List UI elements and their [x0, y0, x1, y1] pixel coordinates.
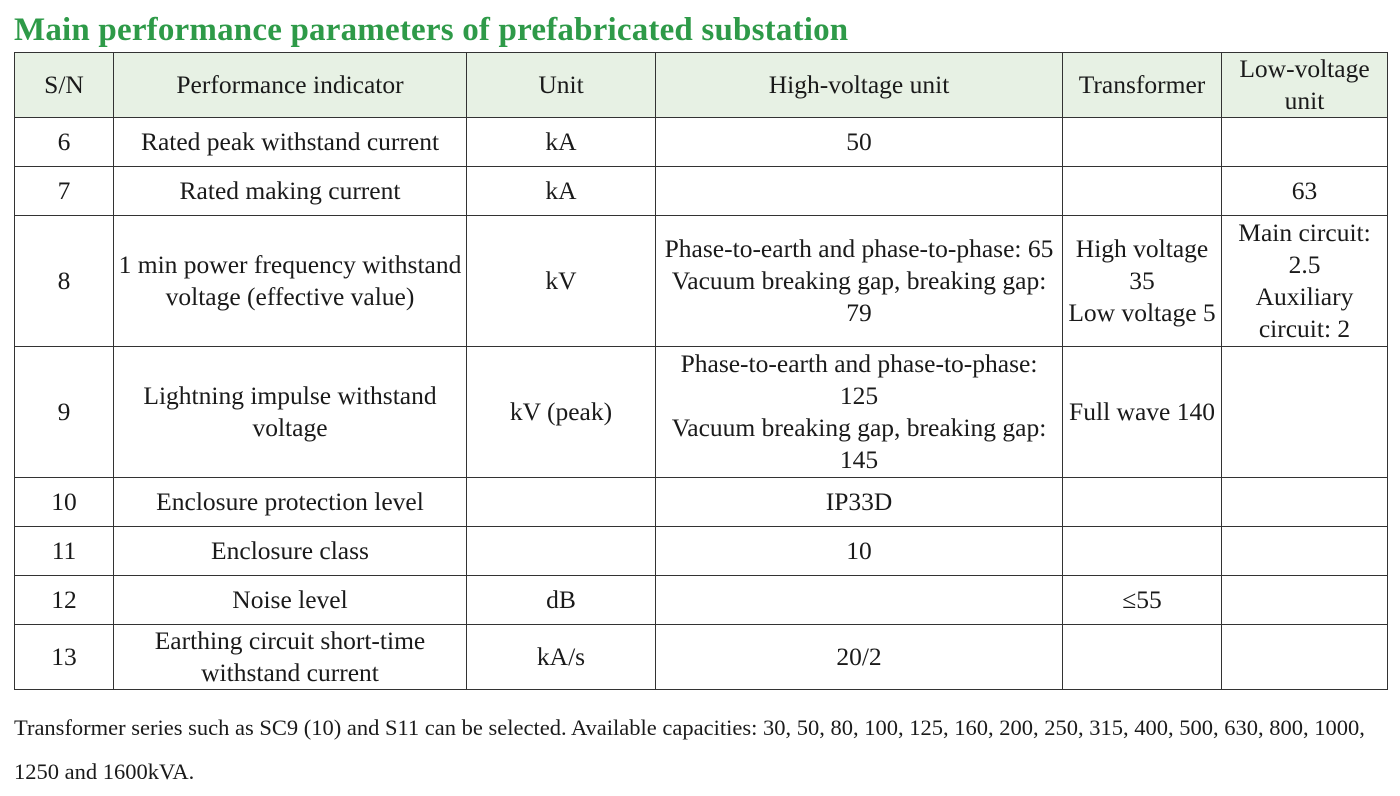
cell-hv-line: Vacuum breaking gap, breaking gap: 79 [671, 266, 1047, 327]
cell-unit: kA [467, 167, 656, 216]
cell-lv-line: Main circuit: 2.5 [1238, 218, 1371, 279]
cell-transformer [1063, 167, 1222, 216]
cell-indicator: Rated peak withstand current [114, 118, 467, 167]
cell-indicator: Noise level [114, 576, 467, 625]
cell-indicator: Lightning impulse withstand voltage [114, 347, 467, 478]
cell-indicator: Rated making current [114, 167, 467, 216]
table-row [15, 167, 1388, 216]
cell-lv [1222, 527, 1388, 576]
cell-unit: kA/s [467, 625, 656, 690]
table-header-row [15, 53, 1388, 118]
cell-sn: 8 [15, 216, 114, 347]
cell-sn: 6 [15, 118, 114, 167]
cell-sn: 9 [15, 347, 114, 478]
cell-unit: kA [467, 118, 656, 167]
cell-hv-line: Vacuum breaking gap, breaking gap: 145 [671, 413, 1047, 474]
cell-hv [656, 216, 1063, 347]
cell-hv-line: Phase-to-earth and phase-to-phase: 65 [664, 234, 1054, 263]
cell-transformer-line: High voltage 35 [1075, 234, 1209, 295]
cell-hv: 20/2 [656, 625, 1063, 690]
header-unit: Unit [467, 53, 656, 118]
header-lv: Low-voltage unit [1222, 53, 1388, 118]
cell-unit [467, 527, 656, 576]
cell-unit: kV [467, 216, 656, 347]
cell-unit: kV (peak) [467, 347, 656, 478]
table-footnote: Transformer series such as SC9 (10) and S11 can be selected. Available capacities: 30, 50, 80, 100, 125, 160, 200, 250, 315, 400, 500, 630, 800, 1000, 1250 and 1600kVA. [14, 715, 1365, 784]
cell-lv [1222, 625, 1388, 690]
cell-lv [1222, 118, 1388, 167]
cell-hv [656, 576, 1063, 625]
table-row [15, 478, 1388, 527]
cell-unit: dB [467, 576, 656, 625]
cell-indicator: 1 min power frequency withstand voltage (effective value) [114, 216, 467, 347]
cell-transformer [1063, 118, 1222, 167]
header-sn: S/N [15, 53, 114, 118]
cell-hv-line: Phase-to-earth and phase-to-phase: 125 [680, 349, 1038, 410]
cell-hv: 10 [656, 527, 1063, 576]
header-transformer: Transformer [1063, 53, 1222, 118]
cell-transformer [1063, 478, 1222, 527]
header-indicator: Performance indicator [114, 53, 467, 118]
header-hv: High-voltage unit [656, 53, 1063, 118]
cell-transformer: ≤55 [1063, 576, 1222, 625]
cell-unit [467, 478, 656, 527]
cell-lv-line: Auxiliary circuit: 2 [1255, 282, 1354, 343]
cell-lv [1222, 576, 1388, 625]
cell-hv: IP33D [656, 478, 1063, 527]
table-row [15, 118, 1388, 167]
table-row [15, 216, 1388, 347]
cell-transformer: Full wave 140 [1063, 347, 1222, 478]
cell-sn: 13 [15, 625, 114, 690]
table-row [15, 625, 1388, 690]
cell-transformer-line: Low voltage 5 [1068, 298, 1216, 327]
cell-sn: 12 [15, 576, 114, 625]
cell-hv [656, 347, 1063, 478]
cell-indicator: Earthing circuit short-time withstand current [114, 625, 467, 690]
cell-indicator: Enclosure protection level [114, 478, 467, 527]
cell-transformer [1063, 625, 1222, 690]
performance-table [14, 52, 1388, 690]
cell-indicator: Enclosure class [114, 527, 467, 576]
cell-lv [1222, 216, 1388, 347]
table-row [15, 576, 1388, 625]
cell-hv: 50 [656, 118, 1063, 167]
cell-sn: 7 [15, 167, 114, 216]
cell-sn: 11 [15, 527, 114, 576]
table-row [15, 527, 1388, 576]
page-title: Main performance parameters of prefabricated substation [14, 12, 849, 48]
table-row [15, 347, 1388, 478]
cell-hv [656, 167, 1063, 216]
cell-transformer [1063, 527, 1222, 576]
cell-sn: 10 [15, 478, 114, 527]
cell-transformer [1063, 216, 1222, 347]
cell-lv: 63 [1222, 167, 1388, 216]
cell-lv [1222, 347, 1388, 478]
cell-lv [1222, 478, 1388, 527]
